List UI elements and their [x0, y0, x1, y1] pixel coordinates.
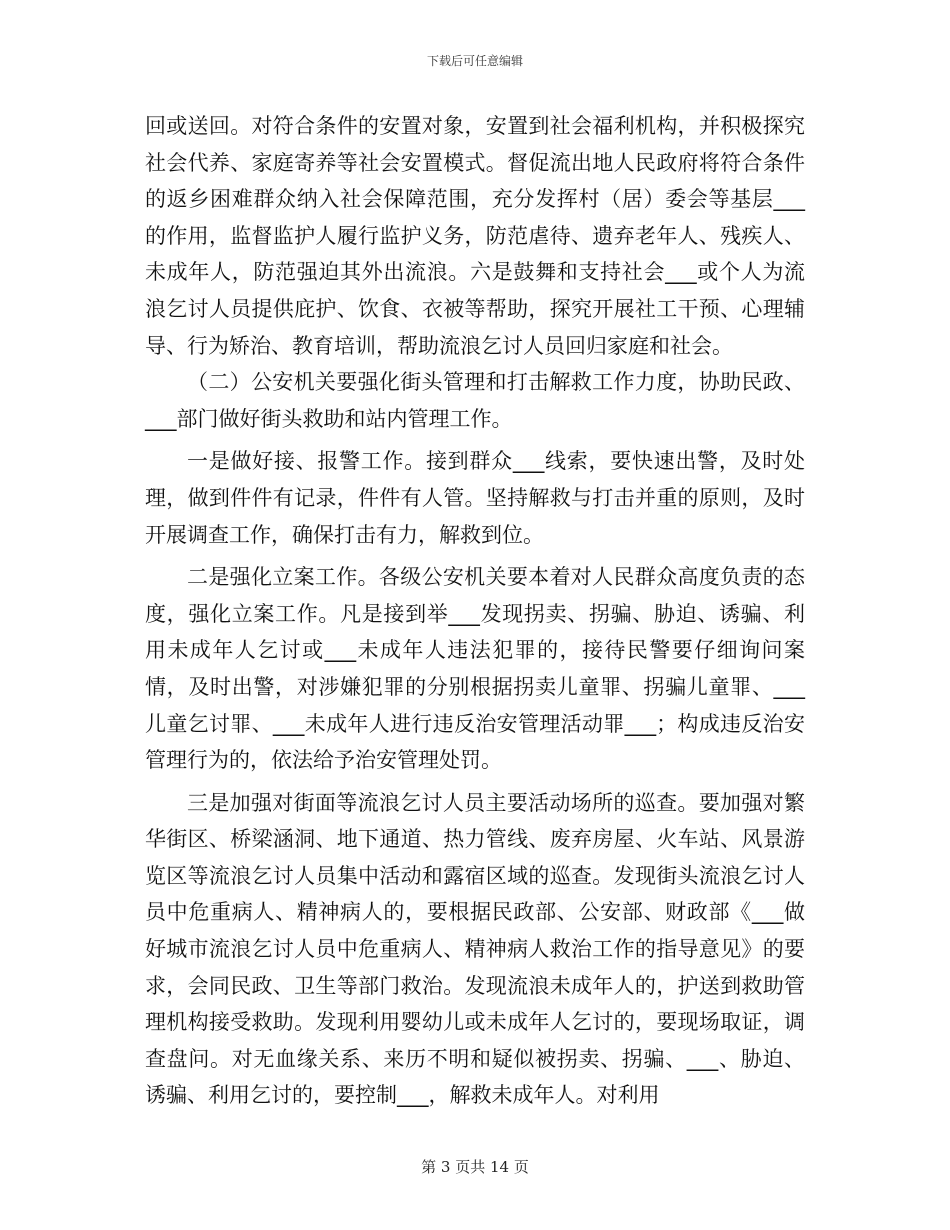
- paragraph-1: 回或送回。对符合条件的安置对象，安置到社会福利机构，并积极探究社会代养、家庭寄养等社会安置模式。督促流出地人民政府将符合条件的返乡困难群众纳入社会保障范围，充分发挥村（居）委会等基层___的作用，监督监护人履行监护义务，防范虐待、遗弃老年人、残疾人、未成年人，防范强迫其外出流浪。六是鼓舞和支持社会___或个人为流浪乞讨人员提供庇护、饮食、衣被等帮助，探究开展社工干预、心理辅导、行为矫治、教育培训，帮助流浪乞讨人员回归家庭和社会。: [145, 114, 805, 358]
- page-footer: 第 3 页共 14 页: [421, 1158, 529, 1176]
- paragraph-3: 一是做好接、报警工作。接到群众___线索，要快速出警，及时处理，做到件件有记录，件件有人管。坚持解救与打击并重的原则，及时开展调查工作，确保打击有力，解救到位。: [145, 449, 805, 547]
- document-body: [145, 108, 805, 1114]
- paragraph-5: 三是加强对街面等流浪乞讨人员主要活动场所的巡查。要加强对繁华街区、桥梁涵洞、地下通道、热力管线、废弃房屋、火车站、风景游览区等流浪乞讨人员集中活动和露宿区域的巡查。发现街头流浪乞讨人员中危重病人、精神病人的，要根据民政部、公安部、财政部《___做好城市流浪乞讨人员中危重病人、精神病人救治工作的指导意见》的要求，会同民政、卫生等部门救治。发现流浪未成年人的，护送到救助管理机构接受救助。发现利用婴幼儿或未成年人乞讨的，要现场取证，调查盘问。对无血缘关系、来历不明和疑似被拐卖、拐骗、___、胁迫、诱骗、利用乞讨的，要控制___，解救未成年人。对利用: [145, 790, 805, 1108]
- page-header: 下载后可任意编辑: [426, 54, 523, 68]
- paragraph-4: 二是强化立案工作。各级公安机关要本着对人民群众高度负责的态度，强化立案工作。凡是接到举___发现拐卖、拐骗、胁迫、诱骗、利用未成年人乞讨或___未成年人违法犯罪的，接待民警要仔细询问案情，及时出警，对涉嫌犯罪的分别根据拐卖儿童罪、拐骗儿童罪、___儿童乞讨罪、___未成年人进行违反治安管理活动罪___；构成违反治安管理行为的，依法给予治安管理处罚。: [145, 565, 805, 773]
- paragraph-2: （二）公安机关要强化街头管理和打击解救工作力度，协助民政、___部门做好街头救助和站内管理工作。: [145, 370, 805, 431]
